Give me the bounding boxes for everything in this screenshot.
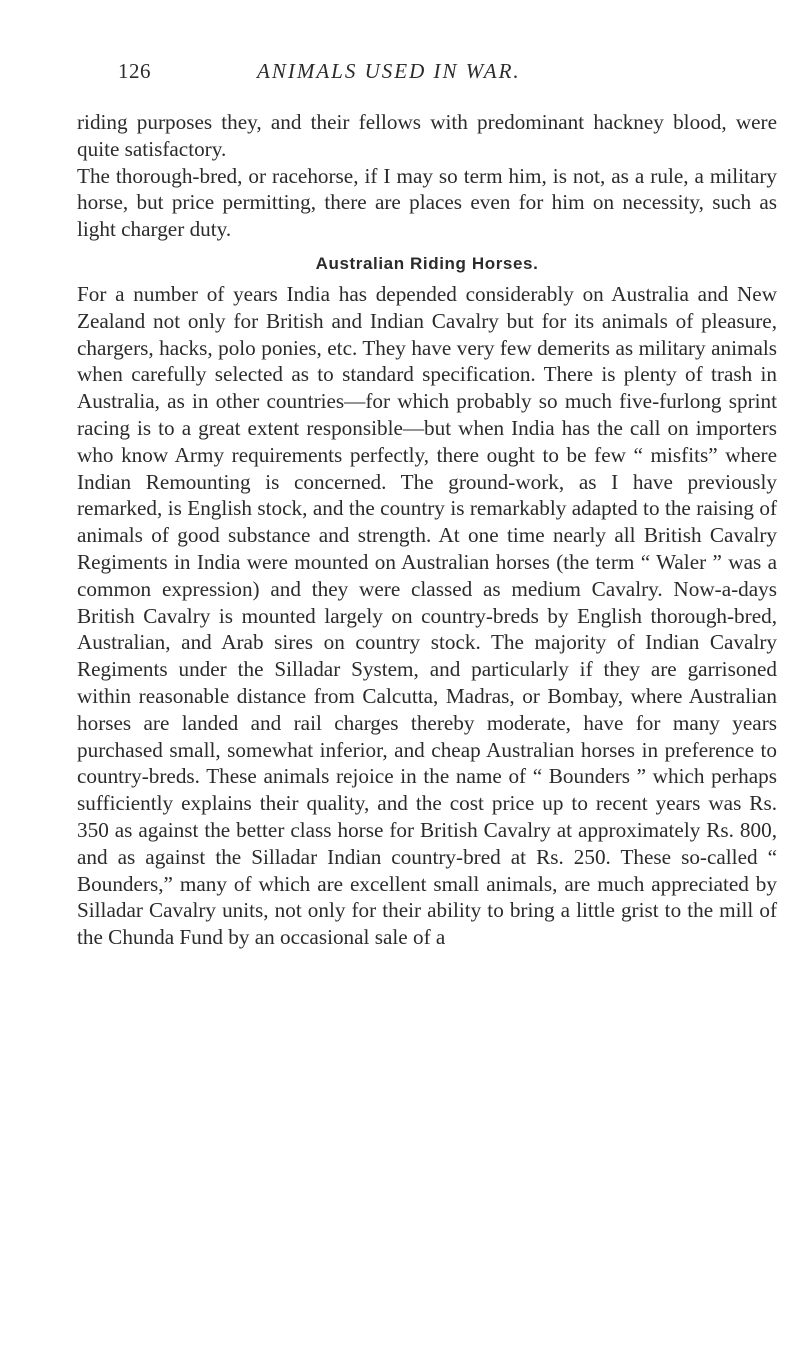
section-heading: Australian Riding Horses.: [315, 253, 539, 273]
paragraph-thoroughbred: The thorough-bred, or racehorse, if I may so term him, is not, as a rule, a military horse, but price permitting, there are places even for him on necessity, such as light charger duty.: [77, 163, 777, 242]
paragraph-continuation: riding purposes they, and their fellows with predominant hackney blood, were quite satisfactory.: [77, 110, 777, 161]
running-head: [77, 59, 777, 87]
page-number: 126: [118, 59, 151, 83]
body-text: [77, 109, 777, 951]
paragraph-australian-horses: For a number of years India has depended considerably on Australia and New Zealand not only for British and Indian Cavalry but for its animals of pleasure, chargers, hacks, polo ponies, etc. They have very few demerits as military animals when carefully selected as to standard specification. There is plenty of trash in Australia, as in other countries—for which probably so much five-furlong sprint racing is to a great extent responsible—but when India has the call on importers who know Army requirements perfectly, there ought to be few “ misfits” where Indian Remounting is concerned. The ground-work, as I have previously remarked, is English stock, and the country is remarkably adapted to the raising of animals of good substance and strength. At one time nearly all British Cavalry Regiments in India were mounted on Australian horses (the term “ Waler ” was a common expression) and they were classed as medium Cavalry. Now-a-days British Cavalry is mounted largely on country-breds by English thorough-bred, Australian, and Arab sires on country stock. The majority of Indian Cavalry Regiments under the Silladar System, and particularly if they are garrisoned within reasonable distance from Calcutta, Madras, or Bombay, where Australian horses are landed and rail charges thereby moderate, have for many years purchased small, somewhat inferior, and cheap Australian horses in preference to country-breds. These animals rejoice in the name of “ Bounders ” which perhaps sufficiently explains their quality, and the cost price up to recent years was Rs. 350 as against the better class horse for British Cavalry at approximately Rs. 800, and as against the Silladar Indian country-bred at Rs. 250. These so-called “ Bounders,” many of which are excellent small animals, are much appreciated by Silladar Cavalry units, not only for their ability to bring a little grist to the mill of the Chunda Fund by an occasional sale of a: [77, 281, 777, 950]
running-title: ANIMALS USED IN WAR.: [257, 59, 521, 83]
